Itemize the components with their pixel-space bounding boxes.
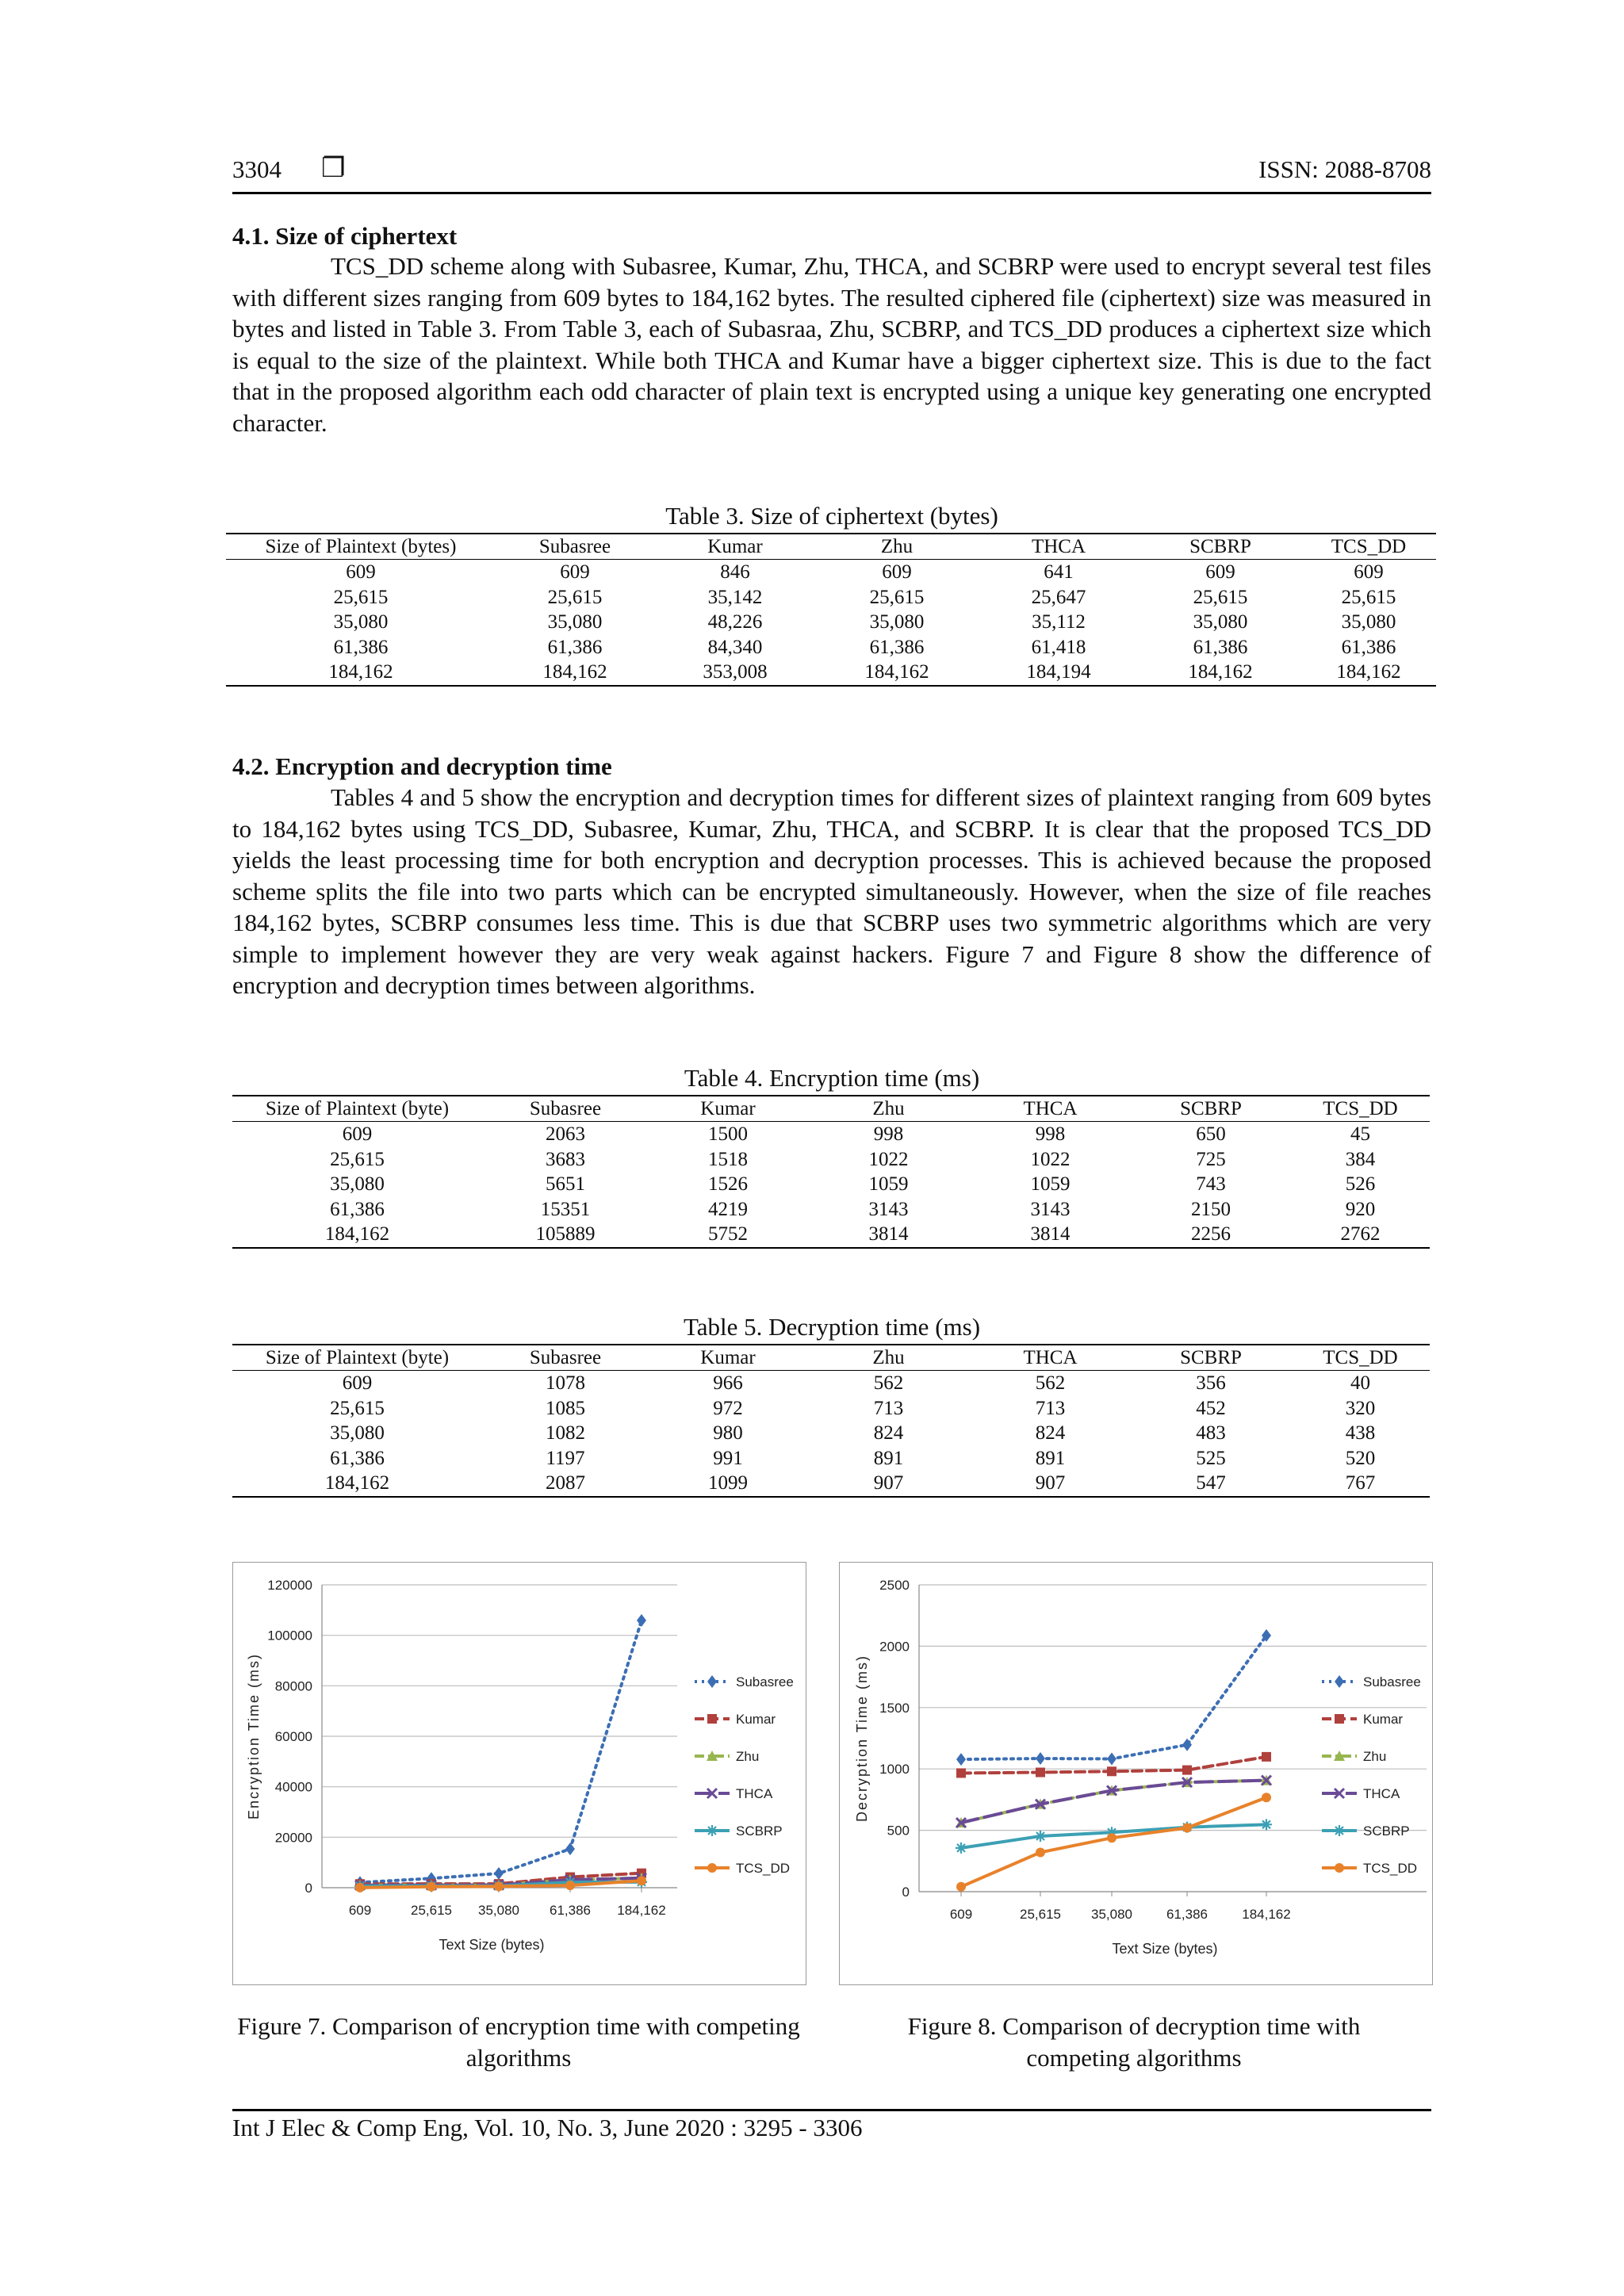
y-tick-label: 1500 [879, 1700, 910, 1716]
legend-entry [695, 1786, 773, 1801]
table-row [232, 1172, 1430, 1197]
column-header: THCA [970, 1096, 1131, 1122]
table-cell: 3143 [1030, 1198, 1071, 1220]
legend-label: Subasree [736, 1674, 794, 1689]
column-header: SCBRP [1131, 1345, 1291, 1371]
table-cell: 562 [1035, 1372, 1066, 1394]
data-point [1107, 1753, 1116, 1766]
table-cell: 25,615 [330, 1397, 385, 1419]
y-tick-label: 40000 [274, 1779, 312, 1795]
table-cell: 713 [873, 1397, 904, 1419]
table-row [232, 1396, 1430, 1422]
table-4 [232, 1095, 1430, 1249]
series-subasree [355, 1614, 646, 1889]
legend-entry [1322, 1823, 1410, 1839]
table-cell: 35,112 [1032, 611, 1086, 633]
table-cell: 526 [1345, 1173, 1376, 1195]
x-tick-label: 35,080 [1091, 1907, 1132, 1922]
table-row [232, 1471, 1430, 1497]
section-4-1-paragraph [232, 251, 1431, 438]
column-header: Subasree [482, 1345, 649, 1371]
table-cell: 61,418 [1031, 636, 1086, 658]
table-row [232, 1122, 1430, 1147]
table-cell: 991 [713, 1447, 743, 1469]
data-point [1035, 1831, 1046, 1842]
table-cell: 609 [1354, 561, 1384, 583]
table-row [226, 560, 1436, 585]
table-cell: 609 [342, 1372, 373, 1394]
legend-entry [1322, 1749, 1386, 1764]
table-cell: 1059 [1030, 1173, 1071, 1195]
table-cell: 743 [1196, 1173, 1226, 1195]
table-row [226, 585, 1436, 610]
legend-marker [707, 1825, 718, 1836]
table-cell: 907 [970, 1471, 1131, 1497]
table-cell: 184,162 [232, 1471, 482, 1497]
data-point [565, 1881, 575, 1890]
table-cell: 35,142 [707, 586, 763, 608]
y-tick-label: 80000 [274, 1678, 312, 1694]
table-cell: 525 [1196, 1447, 1226, 1469]
table-row [232, 1222, 1430, 1248]
table-cell: 2762 [1291, 1222, 1430, 1248]
y-axis-label: Encryption Time (ms) [246, 1652, 262, 1820]
table-cell: 45 [1350, 1123, 1370, 1145]
data-point [956, 1843, 967, 1854]
x-axis-label: Text Size (bytes) [1112, 1941, 1218, 1957]
table-cell: 35,080 [1341, 611, 1396, 633]
table-row [232, 1371, 1430, 1396]
column-header: Kumar [649, 1096, 807, 1122]
x-tick-label: 184,162 [1242, 1907, 1291, 1922]
box-icon: ❐ [321, 152, 346, 184]
column-header: SCBRP [1139, 534, 1301, 560]
section-4-1-text: TCS_DD scheme along with Subasree, Kumar, Zhu, THCA, and SCBRP were used to encrypt several test files with different sizes ranging from 609 bytes to 184,162 bytes. The resulted ciphered file (ciphertext) size was measured in bytes and listed in Table 3. From Table 3, each of Subasraa, Zhu, SCBRP, and TCS_DD produces a ciphertext size which is equal to the size of the plaintext. While both THCA and Kumar have a bigger ciphertext size. This is due to the fact that in the proposed algorithm each odd character of plain text is encrypted using a unique key generating one encrypted character. [232, 252, 1431, 437]
legend-label: Kumar [736, 1712, 776, 1727]
data-point [956, 1768, 966, 1777]
legend-label: Kumar [1363, 1712, 1404, 1727]
table-cell: 725 [1196, 1148, 1226, 1170]
legend-label: TCS_DD [736, 1861, 791, 1876]
table-cell: 61,386 [330, 1198, 385, 1220]
table-cell: 25,615 [1341, 586, 1396, 608]
table-row [226, 635, 1436, 660]
table-3 [226, 533, 1436, 687]
column-header: TCS_DD [1291, 1345, 1430, 1371]
data-point [494, 1881, 504, 1891]
data-point [1262, 1793, 1271, 1802]
data-point [1107, 1833, 1116, 1843]
table-cell: 1099 [649, 1471, 807, 1497]
table-cell: 1078 [546, 1372, 585, 1394]
table-cell: 35,080 [333, 611, 389, 633]
table-4-caption: Table 4. Encryption time (ms) [684, 1064, 980, 1092]
header-rule [232, 192, 1431, 194]
column-header: Zhu [807, 1345, 970, 1371]
table-cell: 609 [346, 561, 376, 583]
y-tick-label: 120000 [267, 1578, 312, 1593]
legend-label: THCA [1363, 1786, 1400, 1801]
column-header: Kumar [649, 1345, 807, 1371]
table-cell: 438 [1345, 1422, 1376, 1444]
column-header: THCA [978, 534, 1139, 560]
legend-label: SCBRP [1363, 1823, 1410, 1839]
data-point [1182, 1766, 1192, 1775]
legend-entry [695, 1861, 790, 1876]
table-cell: 2150 [1191, 1198, 1231, 1220]
y-tick-label: 2000 [879, 1639, 910, 1655]
table-cell: 998 [1035, 1123, 1066, 1145]
table-cell: 184,162 [1139, 660, 1301, 686]
table-cell: 2256 [1131, 1222, 1291, 1248]
legend-entry [695, 1712, 776, 1727]
data-point [1036, 1752, 1045, 1765]
legend-marker [1335, 1714, 1344, 1724]
table-cell: 25,615 [547, 586, 603, 608]
table-cell: 320 [1345, 1397, 1376, 1419]
table-cell: 384 [1345, 1148, 1376, 1170]
table-cell: 609 [1205, 561, 1235, 583]
data-point [637, 1876, 646, 1885]
data-point [1036, 1847, 1045, 1857]
table-cell: 562 [873, 1372, 904, 1394]
table-cell: 61,386 [1341, 636, 1396, 658]
table-cell: 483 [1196, 1422, 1226, 1444]
table-cell: 641 [1044, 561, 1074, 583]
table-cell: 980 [713, 1422, 743, 1444]
table-cell: 972 [713, 1397, 743, 1419]
x-tick-label: 25,615 [411, 1903, 452, 1918]
y-tick-label: 20000 [274, 1830, 312, 1846]
table-cell: 966 [713, 1372, 743, 1394]
table-cell: 520 [1345, 1447, 1376, 1469]
table-cell: 105889 [482, 1222, 649, 1248]
column-header: Zhu [816, 534, 978, 560]
table-cell: 25,615 [333, 586, 389, 608]
data-point [494, 1867, 504, 1880]
data-point [1107, 1766, 1116, 1776]
y-tick-label: 60000 [274, 1729, 312, 1744]
column-header: Kumar [654, 534, 816, 560]
table-cell: 61,386 [869, 636, 925, 658]
data-point [1262, 1752, 1271, 1762]
table-cell: 1526 [708, 1173, 748, 1195]
data-point [427, 1882, 436, 1892]
table-cell: 35,080 [869, 611, 925, 633]
legend-marker [1335, 1863, 1344, 1873]
column-header: Size of Plaintext (byte) [232, 1096, 482, 1122]
legend-marker [707, 1863, 717, 1873]
table-cell: 25,615 [869, 586, 925, 608]
y-tick-label: 0 [902, 1885, 910, 1900]
column-header: TCS_DD [1291, 1096, 1430, 1122]
decryption-time-chart [840, 1563, 1432, 1984]
section-4-2-paragraph [232, 782, 1431, 1001]
table-cell: 184,162 [816, 660, 978, 686]
column-header: SCBRP [1131, 1096, 1291, 1122]
table-cell: 650 [1196, 1123, 1226, 1145]
legend-entry [1322, 1861, 1417, 1876]
table-cell: 1500 [708, 1123, 748, 1145]
table-row [232, 1421, 1430, 1446]
table-3-caption: Table 3. Size of ciphertext (bytes) [665, 502, 998, 530]
column-header: Zhu [807, 1096, 970, 1122]
legend-label: SCBRP [736, 1823, 783, 1839]
figure-8-chart [839, 1562, 1433, 1985]
table-cell: 547 [1131, 1471, 1291, 1497]
x-tick-label: 25,615 [1020, 1907, 1061, 1922]
legend-marker [707, 1714, 717, 1724]
x-tick-label: 61,386 [1166, 1907, 1208, 1922]
data-point [956, 1753, 966, 1766]
table-5 [232, 1344, 1430, 1498]
data-point [565, 1843, 575, 1855]
figure-8-caption: Figure 8. Comparison of decryption time with competing algorithms [907, 2012, 1361, 2072]
table-cell: 184,162 [232, 1222, 482, 1248]
table-cell: 353,008 [654, 660, 816, 686]
table-cell: 3683 [546, 1148, 585, 1170]
table-cell: 61,386 [333, 636, 389, 658]
issn: ISSN: 2088-8708 [1258, 155, 1431, 183]
table-cell: 824 [1035, 1422, 1066, 1444]
table-cell: 40 [1350, 1372, 1370, 1394]
y-tick-label: 500 [887, 1823, 910, 1839]
column-header: Subasree [482, 1096, 649, 1122]
table-cell: 3143 [868, 1198, 909, 1220]
legend-entry [695, 1749, 759, 1764]
table-cell: 15351 [540, 1198, 591, 1220]
data-point [637, 1614, 646, 1627]
page-number: 3304 [232, 155, 282, 183]
table-cell: 891 [873, 1447, 904, 1469]
table-cell: 184,162 [496, 660, 654, 686]
table-cell: 25,615 [1193, 586, 1248, 608]
section-4-1-heading: 4.1. Size of ciphertext [232, 222, 458, 250]
table-cell: 184,162 [1301, 660, 1436, 686]
x-tick-label: 35,080 [478, 1903, 519, 1918]
table-cell: 2087 [482, 1471, 649, 1497]
table-cell: 1197 [546, 1447, 585, 1469]
table-cell: 5752 [649, 1222, 807, 1248]
table-cell: 48,226 [707, 611, 763, 633]
table-cell: 1085 [546, 1397, 585, 1419]
table-row [226, 610, 1436, 635]
series-line [961, 1636, 1266, 1759]
legend-entry [1322, 1674, 1421, 1689]
x-tick-label: 609 [348, 1903, 372, 1918]
table-5-caption: Table 5. Decryption time (ms) [683, 1313, 981, 1341]
legend-label: THCA [736, 1786, 773, 1801]
table-cell: 3814 [807, 1222, 970, 1248]
y-tick-label: 1000 [879, 1762, 910, 1777]
table-row [226, 660, 1436, 686]
x-tick-label: 609 [949, 1907, 973, 1922]
table-cell: 824 [873, 1422, 904, 1444]
legend-label: Zhu [1363, 1749, 1387, 1764]
table-cell: 907 [807, 1471, 970, 1497]
table-cell: 184,162 [226, 660, 496, 686]
table-cell: 891 [1035, 1447, 1066, 1469]
legend-entry [1322, 1786, 1400, 1801]
table-cell: 35,080 [330, 1173, 385, 1195]
x-axis-label: Text Size (bytes) [439, 1937, 545, 1953]
data-point [1261, 1819, 1272, 1830]
x-tick-label: 184,162 [617, 1903, 666, 1918]
column-header: Size of Plaintext (byte) [232, 1345, 482, 1371]
table-cell: 609 [342, 1123, 373, 1145]
column-header: THCA [970, 1345, 1131, 1371]
table-cell: 184,194 [978, 660, 1139, 686]
table-cell: 1059 [868, 1173, 909, 1195]
data-point [1182, 1823, 1192, 1833]
table-cell: 1518 [708, 1148, 748, 1170]
table-cell: 609 [560, 561, 590, 583]
column-header: Size of Plaintext (bytes) [226, 534, 496, 560]
table-row [232, 1197, 1430, 1223]
table-cell: 61,386 [547, 636, 603, 658]
figure-7-caption: Figure 7. Comparison of encryption time with competing algorithms [237, 2012, 800, 2072]
series-subasree [956, 1629, 1271, 1766]
table-cell: 1022 [1030, 1148, 1071, 1170]
legend-label: TCS_DD [1363, 1861, 1418, 1876]
table-cell: 35,080 [547, 611, 603, 633]
legend-marker [707, 1675, 717, 1688]
table-cell: 61,386 [330, 1447, 385, 1469]
table-cell: 356 [1196, 1372, 1226, 1394]
encryption-time-chart [233, 1563, 806, 1984]
legend-label: Zhu [736, 1749, 760, 1764]
table-cell: 1022 [868, 1148, 909, 1170]
x-tick-label: 61,386 [550, 1903, 591, 1918]
table-cell: 2063 [546, 1123, 585, 1145]
table-cell: 5651 [546, 1173, 585, 1195]
section-4-2-text: Tables 4 and 5 show the encryption and decryption times for different sizes of plaintext ranging from 609 bytes to 184,162 bytes using TCS_DD, Subasree, Kumar, Zhu, THCA, and SCBRP. It is clear that the proposed TCS_DD yields the least processing time for both encryption and decryption processes. This is achieved because the proposed scheme splits the file into two parts which can be encrypted simultaneously. However, when the size of file reaches 184,162 bytes, SCBRP consumes less time. This is due that SCBRP uses two symmetric algorithms which are very simple to implement however they are very weak against hackers. Figure 7 and Figure 8 show the difference of encryption and decryption times between algorithms. [232, 783, 1431, 999]
table-cell: 61,386 [1193, 636, 1248, 658]
table-cell: 35,080 [1193, 611, 1248, 633]
column-header: Subasree [496, 534, 654, 560]
table-cell: 25,615 [330, 1148, 385, 1170]
footer-citation: Int J Elec & Comp Eng, Vol. 10, No. 3, June 2020 : 3295 - 3306 [232, 2114, 863, 2141]
table-cell: 767 [1291, 1471, 1430, 1497]
column-header: TCS_DD [1301, 534, 1436, 560]
table-cell: 998 [873, 1123, 904, 1145]
table-cell: 4219 [708, 1198, 748, 1220]
y-tick-label: 0 [304, 1881, 312, 1896]
data-point [1036, 1768, 1045, 1777]
legend-marker [1335, 1675, 1344, 1688]
table-cell: 35,080 [330, 1422, 385, 1444]
table-cell: 452 [1196, 1397, 1226, 1419]
series-thca [956, 1776, 1271, 1827]
table-cell: 3814 [970, 1222, 1131, 1248]
legend-marker [1334, 1825, 1345, 1836]
legend-entry [695, 1823, 783, 1839]
figure-7-chart [232, 1562, 806, 1985]
footer-rule [232, 2109, 1431, 2111]
legend-entry [695, 1674, 794, 1689]
legend-label: Subasree [1363, 1674, 1421, 1689]
section-4-2-heading: 4.2. Encryption and decryption time [232, 752, 612, 780]
data-point [956, 1882, 966, 1892]
table-cell: 84,340 [707, 636, 763, 658]
y-tick-label: 2500 [879, 1578, 910, 1593]
data-point [1182, 1739, 1192, 1751]
y-axis-label: Decryption Time (ms) [854, 1654, 870, 1823]
table-cell: 846 [720, 561, 750, 583]
table-row [232, 1446, 1430, 1471]
table-row [232, 1147, 1430, 1173]
table-cell: 609 [882, 561, 912, 583]
data-point [355, 1883, 365, 1892]
table-cell: 713 [1035, 1397, 1066, 1419]
table-cell: 25,647 [1031, 586, 1086, 608]
legend-entry [1322, 1712, 1403, 1727]
table-cell: 1082 [546, 1422, 585, 1444]
table-cell: 920 [1345, 1198, 1376, 1220]
y-tick-label: 100000 [267, 1628, 312, 1644]
series-line [360, 1621, 642, 1883]
